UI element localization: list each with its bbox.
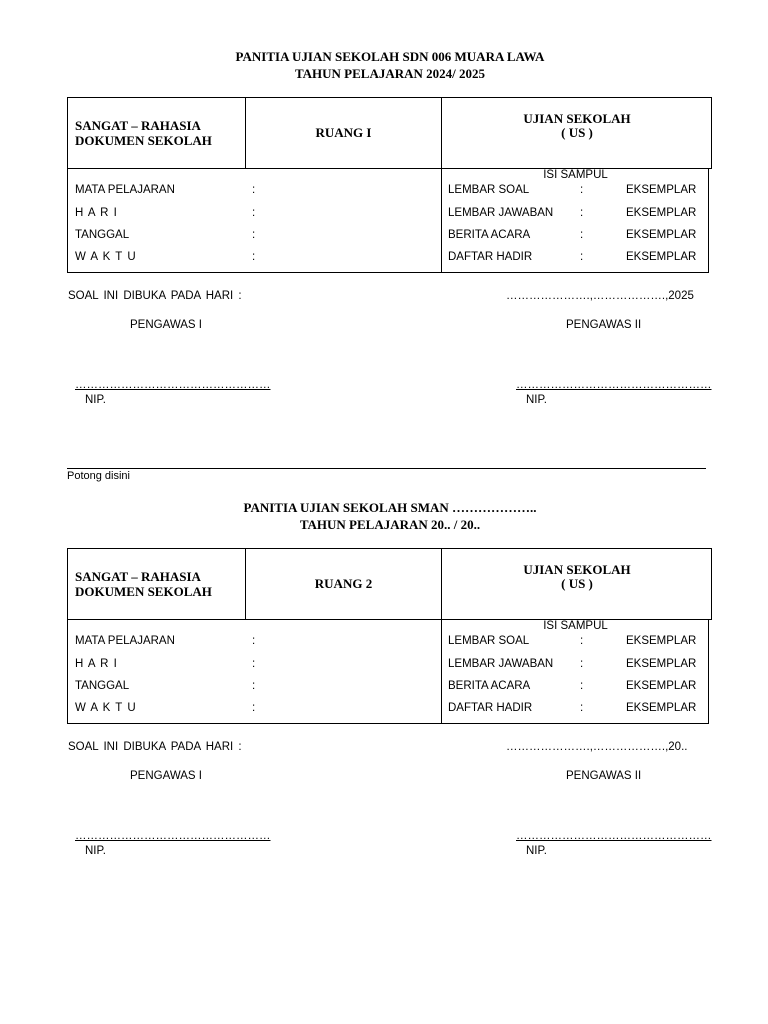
unit-label: EKSEMPLAR xyxy=(626,680,697,692)
unit-label: EKSEMPLAR xyxy=(626,207,697,219)
exam-label: UJIAN SEKOLAH xyxy=(523,562,631,577)
header-year: TAHUN PELAJARAN 2024/ 2025 xyxy=(294,66,486,81)
signature-line-1: …………………………………………… xyxy=(75,830,271,842)
unit-label: EKSEMPLAR xyxy=(626,635,697,647)
colon: : xyxy=(580,702,584,714)
colon: : xyxy=(580,207,584,219)
colon: : xyxy=(580,229,584,241)
field-time: W A K T U xyxy=(75,702,137,714)
content-attendance: DAFTAR HADIR xyxy=(448,702,533,714)
colon: : xyxy=(580,658,584,670)
field-day: H A R I xyxy=(75,658,118,670)
field-date: TANGGAL xyxy=(75,680,130,692)
header-year: TAHUN PELAJARAN 20.. / 20.. xyxy=(299,517,481,532)
colon: : xyxy=(252,680,256,692)
school-document-label: DOKUMEN SEKOLAH xyxy=(75,584,212,599)
nip-label-2: NIP. xyxy=(526,845,547,857)
exam-label: UJIAN SEKOLAH xyxy=(523,111,631,126)
content-answer-sheet: LEMBAR JAWABAN xyxy=(448,207,554,219)
place-date-line: ………………….,……………….,20.. xyxy=(506,741,688,753)
supervisor-1-label: PENGAWAS I xyxy=(130,319,202,331)
signature-line-2: …………………………………………… xyxy=(516,830,712,842)
supervisor-2-label: PENGAWAS II xyxy=(566,770,642,782)
secret-label: SANGAT – RAHASIA xyxy=(75,569,201,584)
room-label: RUANG 2 xyxy=(314,576,373,591)
unit-label: EKSEMPLAR xyxy=(626,702,697,714)
supervisor-2-label: PENGAWAS II xyxy=(566,319,642,331)
colon: : xyxy=(252,184,256,196)
unit-label: EKSEMPLAR xyxy=(626,229,697,241)
cut-label: Potong disini xyxy=(67,470,130,482)
room-label: RUANG I xyxy=(315,125,372,140)
contents-title: ISI SAMPUL xyxy=(543,620,608,632)
header-title: PANITIA UJIAN SEKOLAH SDN 006 MUARA LAWA xyxy=(235,49,545,64)
unit-label: EKSEMPLAR xyxy=(626,658,697,670)
content-minutes: BERITA ACARA xyxy=(448,229,531,241)
cut-line xyxy=(67,468,706,469)
content-exam-sheet: LEMBAR SOAL xyxy=(448,184,530,196)
content-answer-sheet: LEMBAR JAWABAN xyxy=(448,658,554,670)
field-day: H A R I xyxy=(75,207,118,219)
content-minutes: BERITA ACARA xyxy=(448,680,531,692)
header-title: PANITIA UJIAN SEKOLAH SMAN ……………….. xyxy=(243,500,537,515)
secret-label: SANGAT – RAHASIA xyxy=(75,118,201,133)
field-subject: MATA PELAJARAN xyxy=(75,635,175,647)
place-date-line: ………………….,……………….,2025 xyxy=(506,290,694,302)
content-attendance: DAFTAR HADIR xyxy=(448,251,533,263)
nip-label-2: NIP. xyxy=(526,394,547,406)
nip-label-1: NIP. xyxy=(85,394,106,406)
exam-abbrev: ( US ) xyxy=(561,125,593,140)
signature-line-1: …………………………………………… xyxy=(75,379,271,391)
nip-label-1: NIP. xyxy=(85,845,106,857)
opened-on-label: SOAL INI DIBUKA PADA HARI : xyxy=(68,290,242,302)
signature-line-2: …………………………………………… xyxy=(516,379,712,391)
colon: : xyxy=(580,680,584,692)
unit-label: EKSEMPLAR xyxy=(626,251,697,263)
colon: : xyxy=(252,635,256,647)
field-subject: MATA PELAJARAN xyxy=(75,184,175,196)
unit-label: EKSEMPLAR xyxy=(626,184,697,196)
contents-title: ISI SAMPUL xyxy=(543,169,608,181)
colon: : xyxy=(580,184,584,196)
school-document-label: DOKUMEN SEKOLAH xyxy=(75,133,212,148)
field-date: TANGGAL xyxy=(75,229,130,241)
colon: : xyxy=(252,207,256,219)
colon: : xyxy=(252,658,256,670)
colon: : xyxy=(252,702,256,714)
field-time: W A K T U xyxy=(75,251,137,263)
colon: : xyxy=(580,635,584,647)
colon: : xyxy=(252,251,256,263)
opened-on-label: SOAL INI DIBUKA PADA HARI : xyxy=(68,741,242,753)
colon: : xyxy=(580,251,584,263)
exam-abbrev: ( US ) xyxy=(561,576,593,591)
content-exam-sheet: LEMBAR SOAL xyxy=(448,635,530,647)
colon: : xyxy=(252,229,256,241)
supervisor-1-label: PENGAWAS I xyxy=(130,770,202,782)
